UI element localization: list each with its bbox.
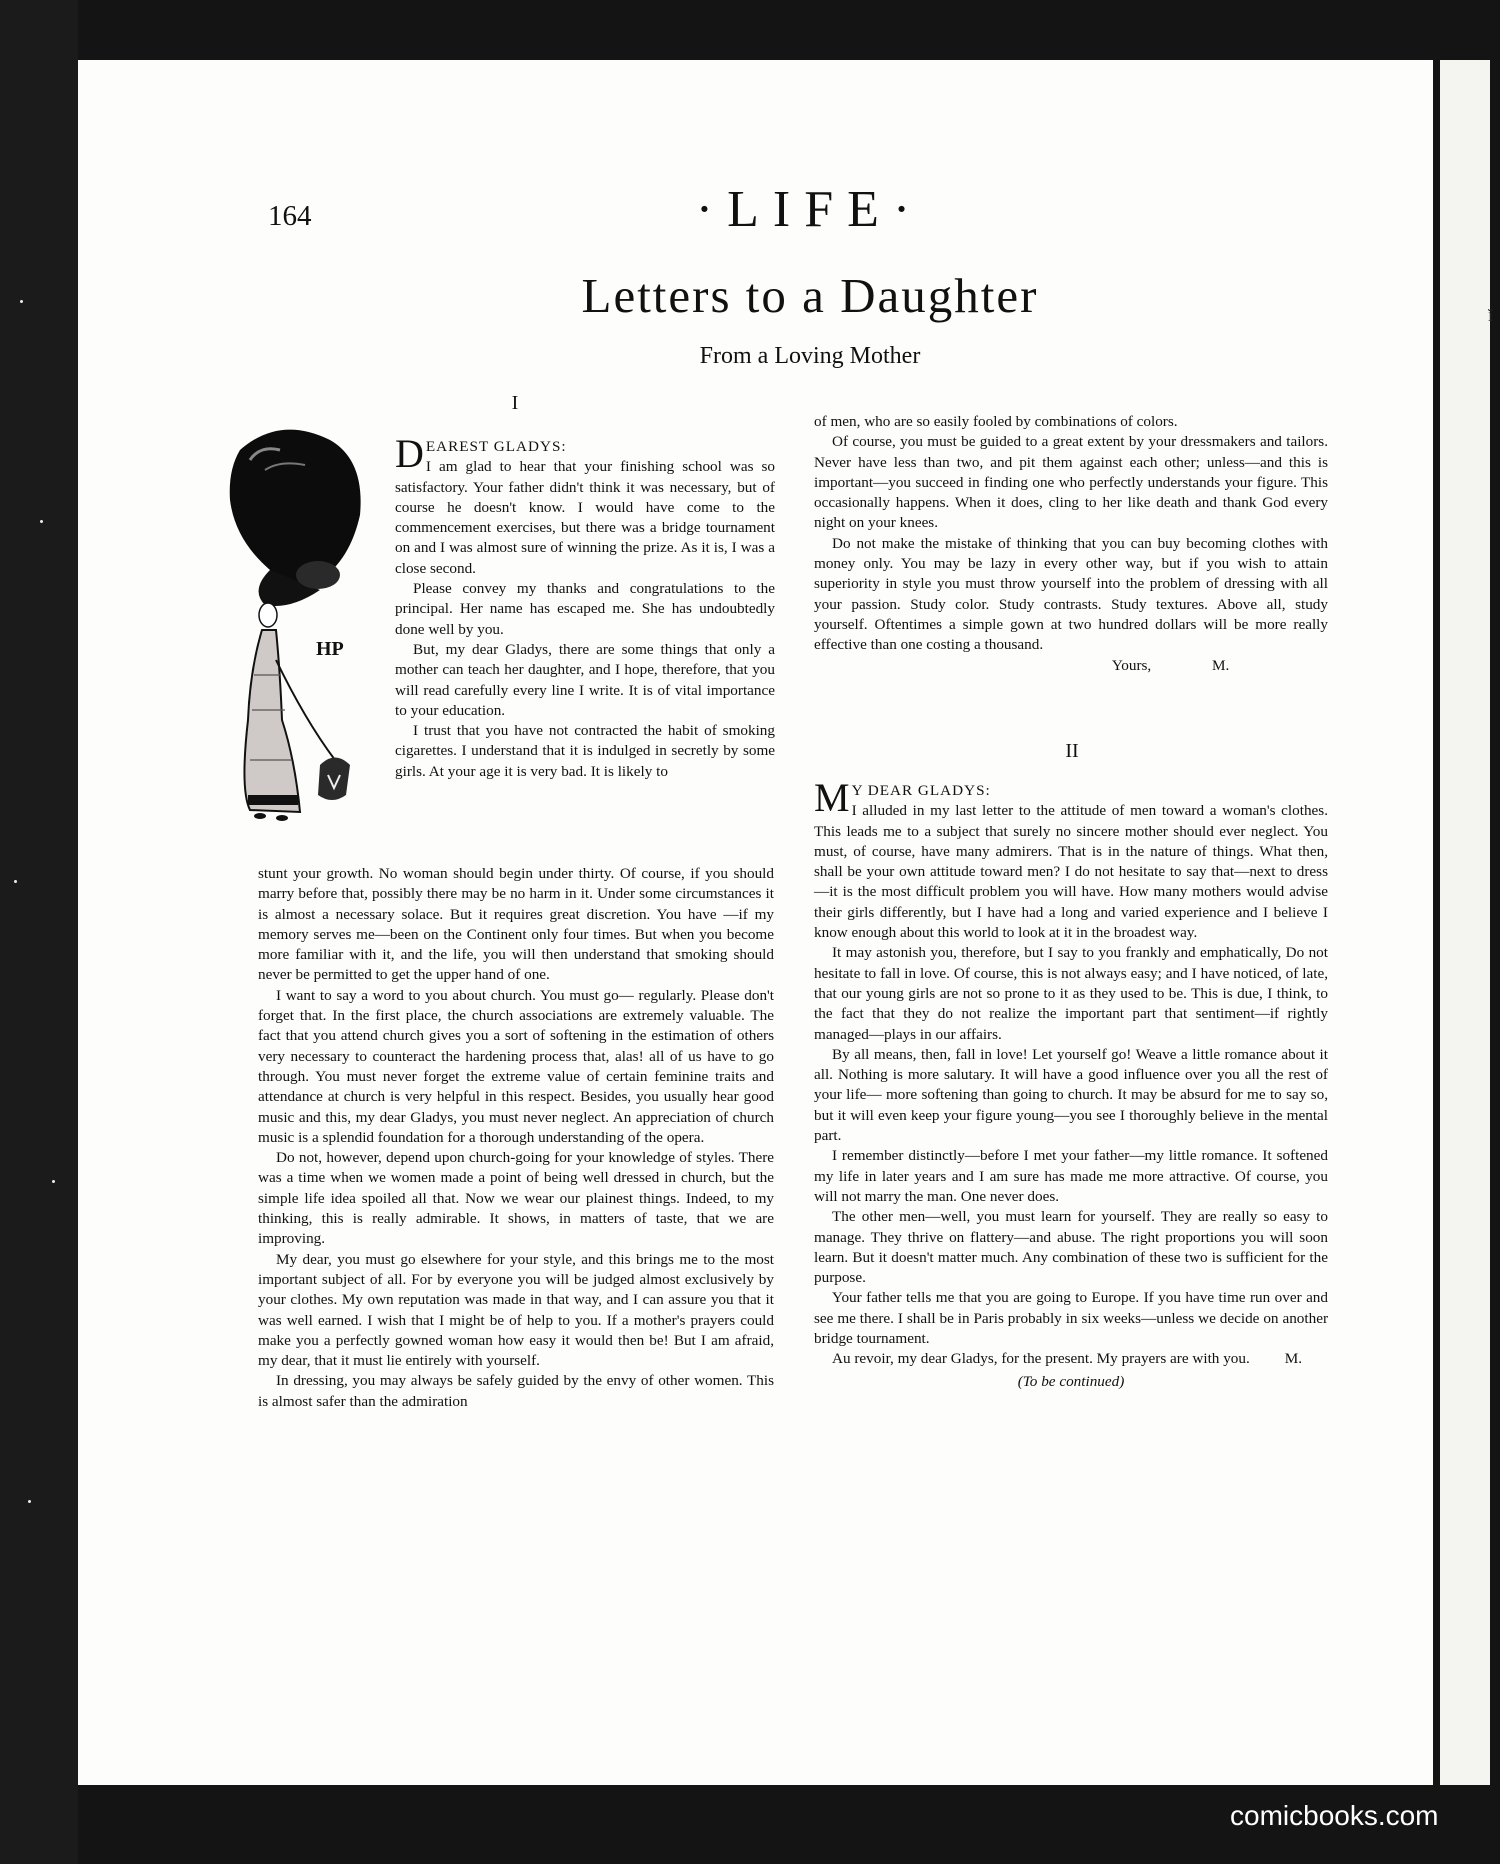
paragraph: But, my dear Gladys, there are some things that only a mother can teach her daughter, and I hope, therefore, that you will read carefully every line I write. It is of vital importance to your education. — [395, 640, 775, 719]
letter-one-column-top — [395, 431, 775, 782]
letter-one-continuation — [814, 412, 1328, 676]
letter-one-column-bottom — [258, 864, 774, 1412]
paragraph: I alluded in my last letter to the attitude of men toward a woman's clothes. This leads me to a subject that surely no sincere mother should ever neglect. You must, of course, have many admirers. That is in the nature of things. What then, shall be your own attitude toward men? I do not hesitate to say that—next to dress—it is the most difficult problem you will have. How many mothers would advise their girls differently, but I have had a long and varied experience and I believe I know enough about this world to look at it in the broadest way. — [814, 802, 1328, 942]
article-title: Letters to a Daughter — [581, 268, 1039, 323]
letter-two-numeral: II — [1065, 740, 1079, 762]
paragraph: It may astonish you, therefore, but I say to you frankly and emphatically, Do not hesitate to fall in love. Of course, this is not always easy; and I have noticed, of late, that our young girls are not so prone to it as they used to be. This is due, I think, to the fact that they do not realize the important part that sentiment—if rightly managed—plays in our affairs. — [814, 944, 1328, 1043]
letter-two-signoff — [814, 1349, 1328, 1369]
page-number: 164 — [268, 200, 312, 232]
masthead: ·LIFE· — [695, 181, 925, 238]
letter-one-salutation: EAREST GLADYS: — [425, 438, 567, 455]
letter-two-signature: M. — [1284, 1350, 1302, 1368]
scan-left-edge — [0, 0, 78, 1864]
paragraph: Your father tells me that you are going to Europe. If you have time run over and see me there. I shall be in Paris probably in six weeks—unless we decide on another bridge tournament. — [814, 1289, 1328, 1348]
paragraph: My dear, you must go elsewhere for your style, and this brings me to the most important subject of all. For by everyone you will be judged almost exclusively by your clothes. My own reputation was made in that way, and I can assure you that it was well earned. I wish that I might be of help to you. If a mother's prayers could make you a perfectly gowned woman how easy it would then be! But I am afraid, my dear, that it must lie entirely with yourself. — [258, 1250, 774, 1370]
paragraph: Do not make the mistake of thinking that you can buy becoming clothes with money only. You may be lazy in every other way, but if you wish to attain superiority in style you must throw yourself into the problem of dressing with all your passion. Study color. Study contrasts. Study textures. Above all, study yourself. Oftentimes a simple gown at two hundred dollars will be more really effective than one costing a thousand. — [814, 534, 1328, 654]
lady-with-large-hat-illustration — [210, 420, 400, 830]
paragraph: I want to say a word to you about church. You must go— regularly. Please don't forget that. In the first place, the church associations are extremely valuable. The fact that you attend church gives you a sort of softening in the estimation of others very necessary to counteract the hardening process that, alas! all of us have to go through. You must never forget the extreme value of certain feminine traits and attendance at church is very helpful in this respect. Besides, you usually hear good music and this, my dear Gladys, you must never neglect. An appreciation of church music is a splendid foundation for a thorough understanding of the opera. — [258, 986, 774, 1146]
letter-one-signoff — [814, 656, 1328, 676]
letter-one-numeral: I — [511, 392, 519, 414]
illustrator-monogram: HP — [316, 638, 344, 660]
paragraph: I remember distinctly—before I met your father—my little romance. It softened my life in later years and I am sure has made me more attractive. Of course, you will not marry the man. One never does. — [814, 1147, 1328, 1205]
paragraph: stunt your growth. No woman should begin under thirty. Of course, if you should marry before that, possibly there may be no harm in it. Under some circumstances it is almost a necessary solace. But it requires great discretion. You have —if my memory serves me—been on the Continent only four times. But when you become more familiar with it, and the life, you will then understand that smoking should never be permitted to get the upper hand of one. — [258, 865, 774, 984]
letter-two-dropcap: M — [814, 775, 850, 820]
letter-one-dropcap: D — [395, 431, 424, 476]
article-subtitle: From a Loving Mother — [699, 343, 921, 369]
paragraph: of men, who are so easily fooled by combinations of colors. — [814, 413, 1178, 430]
paragraph: I am glad to hear that your finishing school was so satisfactory. Your father didn't think it was necessary, but of course he doesn't know. I would have come to the commencement exercises, but there was a bridge tournament on and I was almost sure of winning the prize. As it is, I was a close second. — [395, 458, 775, 577]
letter-one-signature: M. — [1211, 656, 1230, 674]
letter-two-column — [814, 775, 1328, 1392]
paragraph: The other men—well, you must learn for yourself. They are really so easy to manage. They thrive on flattery—and abuse. The right proportions you will soon learn. But it doesn't matter much. Any combination of these two is sufficient for the purpose. — [814, 1208, 1328, 1287]
paragraph: Of course, you must be guided to a great extent by your dressmakers and tailors. Never have less than two, and pit them against each other; unless—and this is important—you succeed in finding one who perfectly understands your figure. This occasionally happens. When it does, cling to her like death and thank God every night on your knees. — [814, 433, 1328, 532]
letter-one-closing: Yours, — [1111, 656, 1152, 674]
paragraph: In dressing, you may always be safely guided by the envy of other women. This is almost safer than the admiration — [258, 1372, 774, 1410]
letter-two-salutation: Y DEAR GLADYS: — [851, 782, 991, 799]
paragraph: I trust that you have not contracted the habit of smoking cigarettes. I understand that it is indulged in secretly by some girls. At your age it is very bad. It is likely to — [395, 722, 775, 780]
next-page-mark: ĭ — [1488, 305, 1494, 325]
paragraph: Please convey my thanks and congratulations to the principal. Her name has escaped me. She has undoubtedly done well by you. — [395, 580, 775, 638]
paragraph: Au revoir, my dear Gladys, for the present. My prayers are with you. — [832, 1350, 1250, 1368]
paragraph: By all means, then, fall in love! Let yourself go! Weave a little romance about it all. Nothing is more salutary. It will have a good influence over you all the rest of your life— more softening than going to church. It may be absurd for me to say so, but it will even keep your figure young—you see I thoroughly believe in the mental part. — [814, 1045, 1328, 1145]
paragraph: Do not, however, depend upon church-going for your knowledge of styles. There was a time when we women made a point of being well dressed in church, but the simple life idea spoiled all that. Now we wear our plainest things. Indeed, to my thinking, this is really admirable. It shows, in matters of taste, that we are improving. — [258, 1149, 774, 1248]
watermark: comicbooks.com — [1230, 1800, 1439, 1831]
to-be-continued-note: (To be continued) — [1017, 1372, 1125, 1390]
next-page-edge — [1440, 60, 1490, 1785]
